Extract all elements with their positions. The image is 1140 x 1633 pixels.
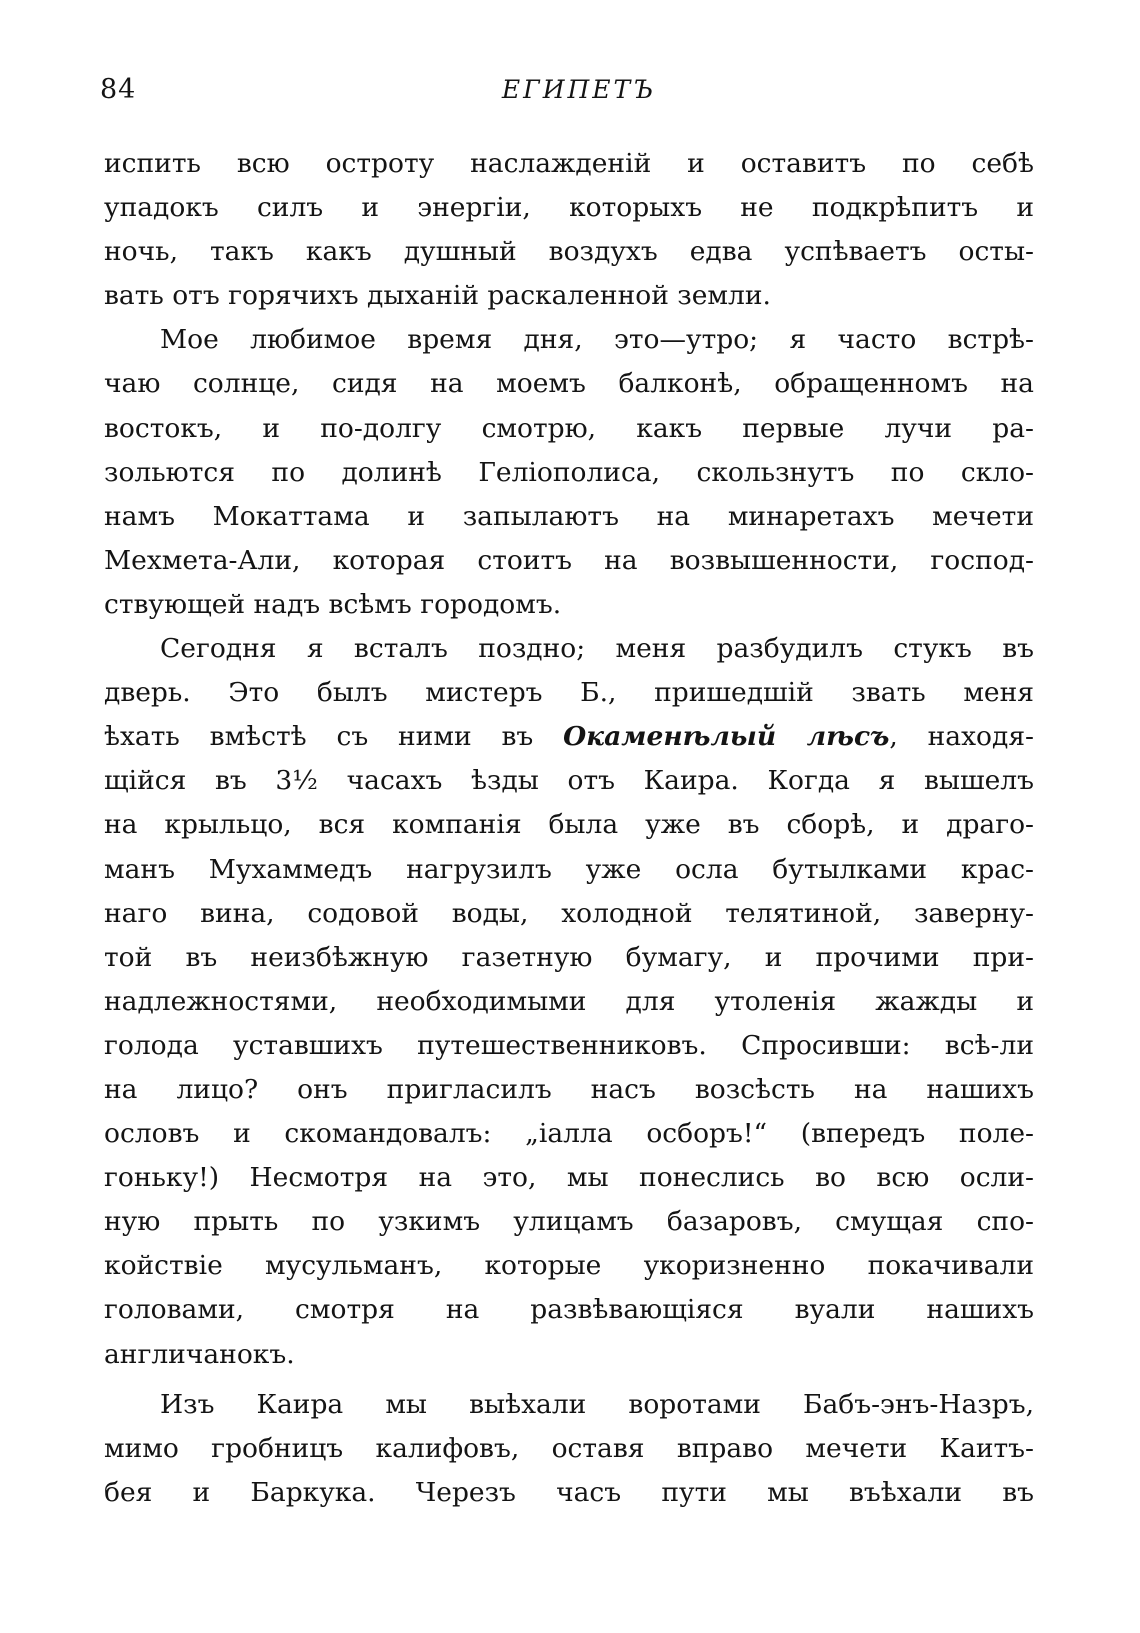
text-line: Мое любимое время дня, это—утро; я часто встрѣ- xyxy=(160,324,1034,356)
text-line: намъ Мокаттама и запылаютъ на минаретахъ мечети xyxy=(104,500,1034,532)
text-fragment: , находя- xyxy=(889,721,1034,753)
text-line: ную прыть по узкимъ улицамъ базаровъ, смущая спо- xyxy=(104,1206,1034,1238)
text-line: чаю солнце, сидя на моемъ балконѣ, обращенномъ на xyxy=(104,368,1034,400)
body-text xyxy=(104,142,1034,1515)
text-line: головами, смотря на развѣвающіяся вуали нашихъ xyxy=(104,1294,1034,1326)
text-line: надлежностями, необходимыми для утоленія жажды и xyxy=(104,985,1034,1017)
text-line: испить всю остроту наслажденій и оставитъ по себѣ xyxy=(104,148,1034,179)
text-fragment: ѣхать вмѣстѣ съ ними въ xyxy=(104,721,534,753)
text-line: манъ Мухаммедъ нагрузилъ уже осла бутылками крас- xyxy=(104,853,1034,885)
text-line: бея и Баркука. Черезъ часъ пути мы въѣхали въ xyxy=(104,1476,1034,1508)
text-line-with-italic xyxy=(104,715,1034,759)
text-line: Мехмета-Али, которая стоитъ на возвышенности, господ- xyxy=(104,544,1034,576)
text-line: упадокъ силъ и энергіи, которыхъ не подкрѣпитъ и xyxy=(104,192,1034,224)
text-line: ночь, такъ какъ душный воздухъ едва успѣваетъ осты- xyxy=(104,236,1034,268)
text-line: наго вина, содовой воды, холодной телятиной, заверну- xyxy=(104,897,1034,929)
text-line: щійся въ 3½ часахъ ѣзды отъ Каира. Когда я вышелъ xyxy=(104,765,1034,797)
text-line: голода уставшихъ путешественниковъ. Спросивши: всѣ-ли xyxy=(104,1029,1034,1061)
page-header xyxy=(100,70,1038,110)
text-line: вать отъ горячихъ дыханій раскаленной земли. xyxy=(104,280,771,312)
italic-phrase: Окаменѣлый лѣсъ xyxy=(563,721,890,753)
text-line: востокъ, и по-долгу смотрю, какъ первые лучи ра- xyxy=(104,412,1034,444)
text-line: Изъ Каира мы выѣхали воротами Бабъ-энъ-Назръ, xyxy=(160,1388,1034,1420)
text-line: мимо гробницъ калифовъ, оставя вправо мечети Каитъ- xyxy=(104,1432,1034,1464)
text-line: той въ неизбѣжную газетную бумагу, и прочими при- xyxy=(104,941,1034,973)
text-line: зольются по долинѣ Геліополиса, скользнутъ по скло- xyxy=(104,456,1034,488)
text-line: койствіе мусульманъ, которые укоризненно покачивали xyxy=(104,1250,1034,1282)
text-line: Сегодня я всталъ поздно; меня разбудилъ стукъ въ xyxy=(160,633,1034,665)
text-line: на лицо? онъ пригласилъ насъ возсѣсть на нашихъ xyxy=(104,1073,1034,1105)
text-line: англичанокъ. xyxy=(104,1338,295,1370)
page-number: 84 xyxy=(100,74,137,105)
text-line: на крыльцо, вся компанія была уже въ сборѣ, и драго- xyxy=(104,809,1034,841)
text-line: ствующей надъ всѣмъ городомъ. xyxy=(104,588,562,620)
text-line: дверь. Это былъ мистеръ Б., пришедшій звать меня xyxy=(104,677,1034,709)
text-line: гоньку!) Несмотря на это, мы понеслись во всю осли- xyxy=(104,1162,1034,1194)
text-line: ословъ и скомандовалъ: „іалла осборъ!“ (впередъ поле- xyxy=(104,1118,1034,1150)
running-title: ЕГИПЕТЪ xyxy=(501,75,657,104)
